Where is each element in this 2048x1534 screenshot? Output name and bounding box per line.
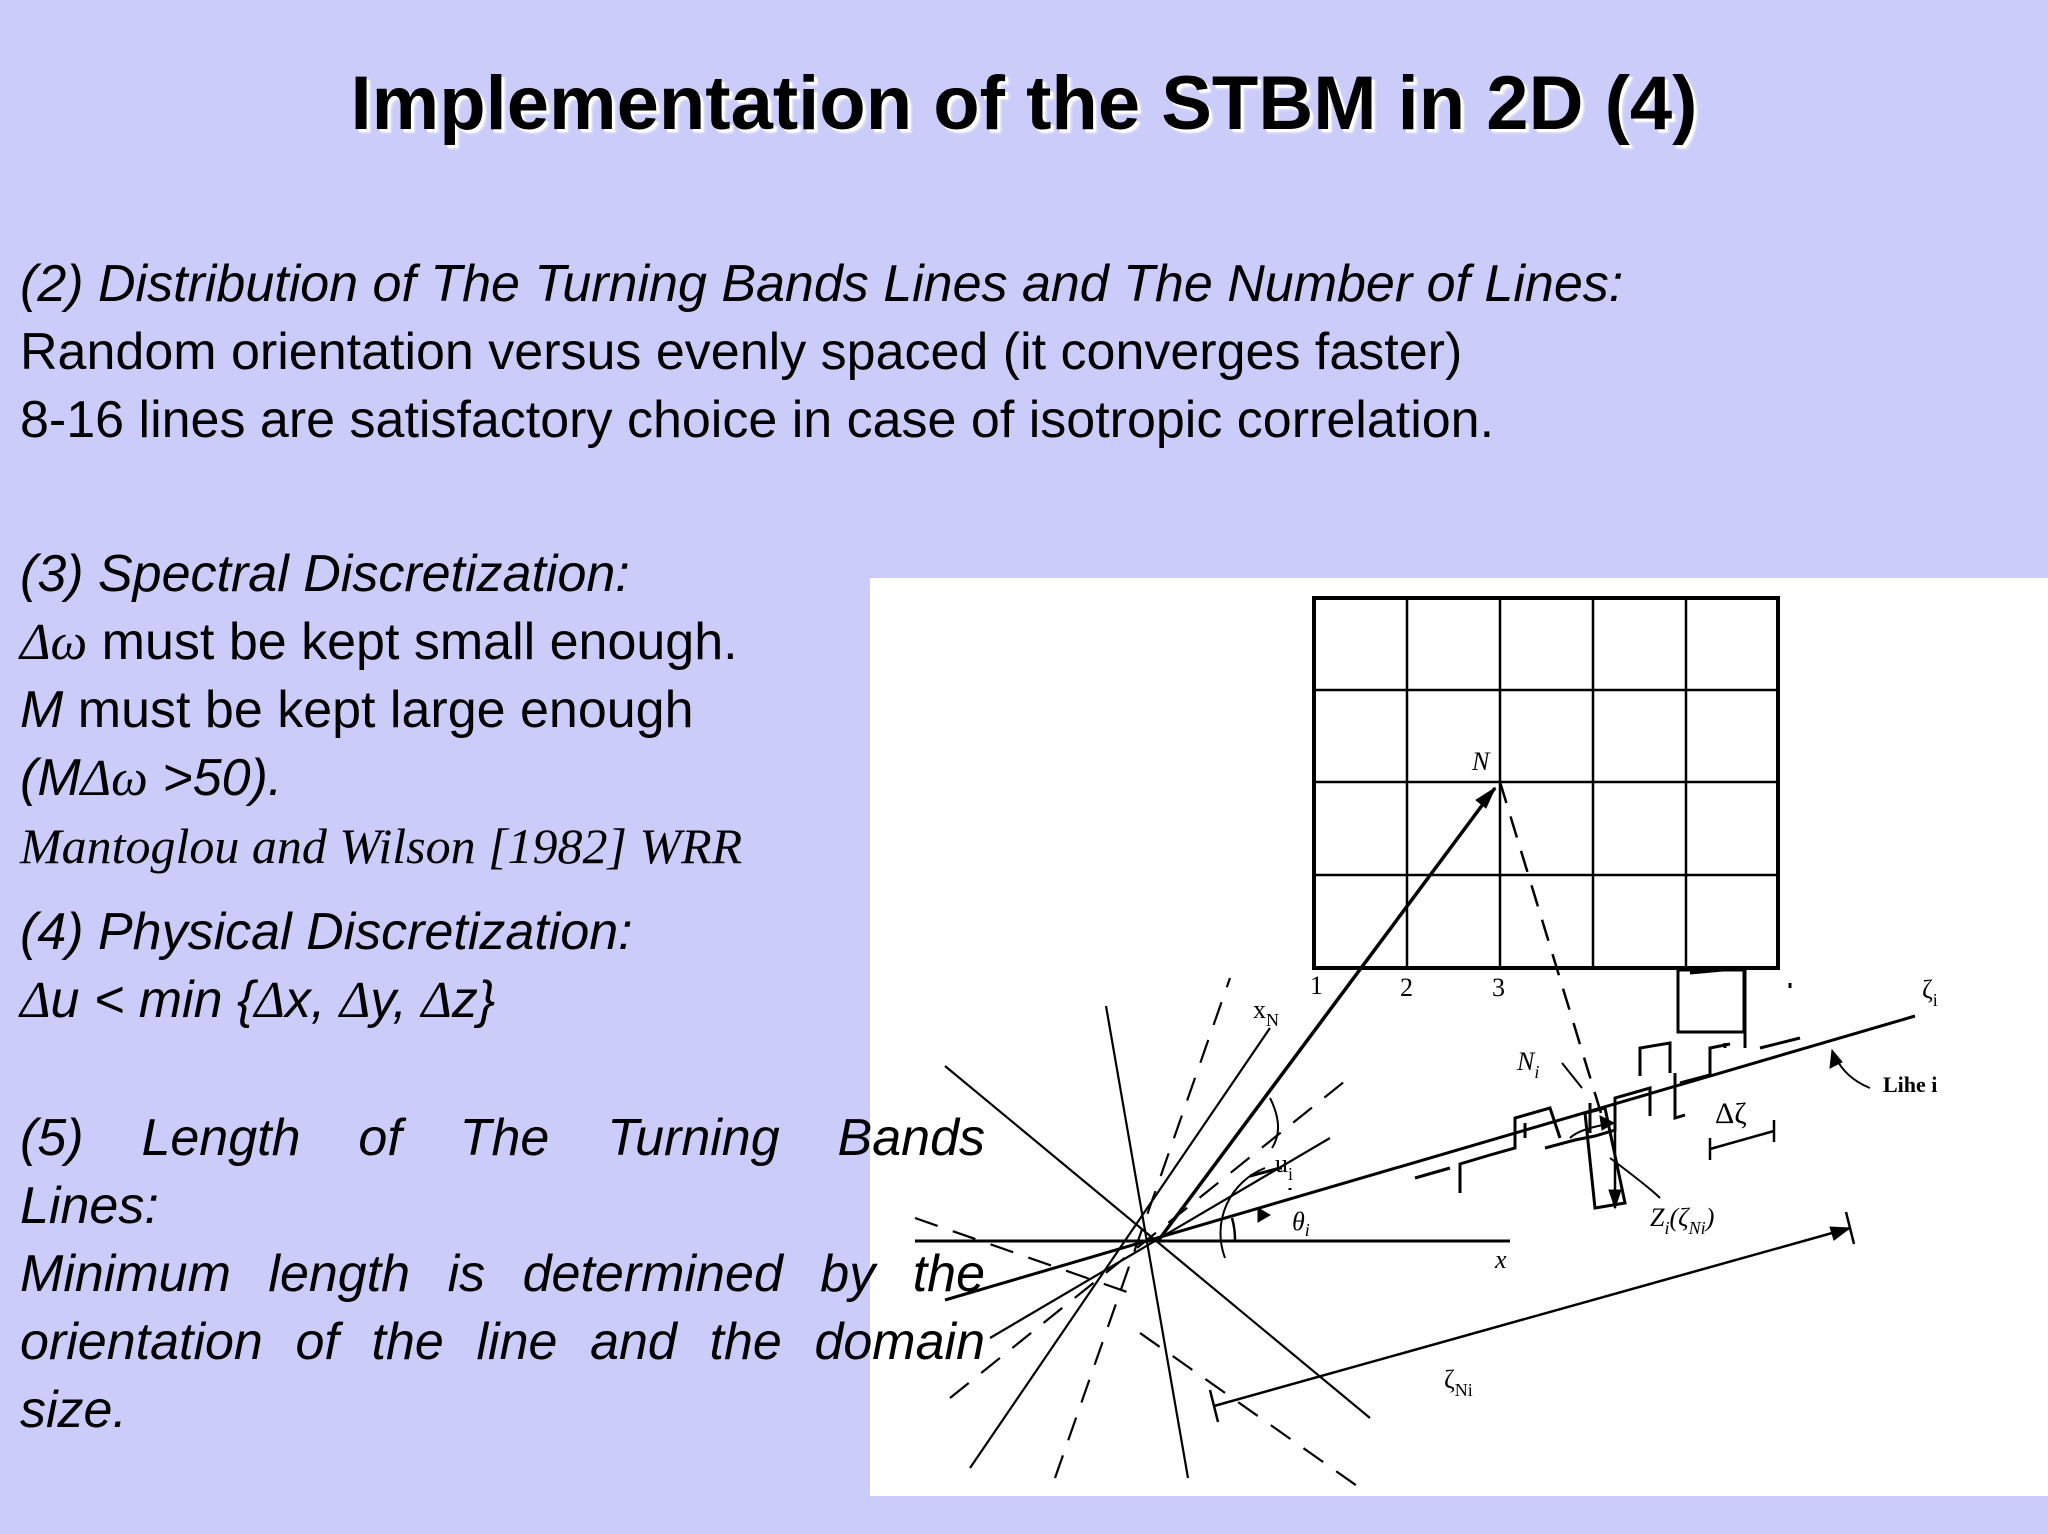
section2-heading: (2) Distribution of The Turning Bands Lines and The Number of Lines:: [20, 255, 1624, 313]
band-function: [1250, 968, 1800, 1193]
delta-omega-symbol: Δω: [20, 614, 88, 671]
label-Zi-arg-sub: Ni: [1688, 1218, 1706, 1238]
slide-title: Implementation of the STBM in 2D (4): [350, 61, 1698, 146]
turning-band-line-i: [945, 1016, 1915, 1300]
label-Ni-main: N: [1517, 1047, 1535, 1076]
label-Zi: [1650, 1203, 1714, 1238]
label-Ni-sub: i: [1534, 1062, 1540, 1082]
section5-line1: (5) Length of The Turning Bands: [20, 1109, 985, 1167]
delta-symbol: Δ: [254, 972, 285, 1029]
section5-line3: Minimum length is determined by the: [20, 1245, 985, 1303]
zeta-ni-dimension: [1214, 1228, 1850, 1406]
formula-u: u < min {: [50, 971, 255, 1029]
delta-omega-symbol-2: Δω: [80, 750, 148, 807]
delta-zeta-marker: [1710, 1131, 1774, 1149]
section3-line2-text: must be kept large enough: [63, 681, 694, 739]
label-xN-sub: N: [1266, 1010, 1279, 1030]
projection-line: [1500, 782, 1604, 1123]
m-symbol: M: [20, 681, 64, 739]
label-zeta-Ni-main: ζ: [1444, 1365, 1455, 1394]
grid-label-3: 3: [1492, 973, 1505, 1002]
section3-line1-text: must be kept small enough.: [87, 613, 738, 671]
label-ui-sub: i: [1288, 1164, 1294, 1184]
label-zeta-i-sub: i: [1932, 990, 1938, 1010]
label-xN-main: x: [1253, 995, 1266, 1024]
section2-line2: 8-16 lines are satisfactory choice in case of isotropic correlation.: [20, 391, 1495, 449]
section3-line3-text: >50).: [147, 749, 283, 807]
label-ui-main: u: [1275, 1149, 1288, 1178]
delta-symbol: Δ: [339, 972, 371, 1029]
section5-line2: Lines:: [20, 1177, 159, 1235]
formula-x: x,: [284, 971, 340, 1029]
section5-line5: size.: [20, 1381, 127, 1439]
label-Zi-arg: (ζ: [1669, 1203, 1689, 1232]
label-Zi-sub: i: [1664, 1218, 1670, 1238]
label-theta-sub: i: [1304, 1220, 1310, 1240]
label-zeta-Ni: [1444, 1365, 1473, 1400]
grid-label-1: 1: [1310, 971, 1323, 1000]
section2-line1: Random orientation versus evenly spaced (it converges faster): [20, 323, 1463, 381]
label-Ni: [1516, 1047, 1539, 1082]
section4-heading: (4) Physical Discretization:: [20, 903, 633, 961]
ni-pointer: [1562, 1063, 1582, 1088]
label-Zi-main: Z: [1650, 1203, 1665, 1232]
grid-lines: [1314, 598, 1778, 968]
label-delta-zeta: Δζ: [1715, 1097, 1747, 1130]
label-theta-main: θ: [1292, 1207, 1305, 1236]
vector-xN: [1158, 788, 1495, 1241]
delta-symbol: Δ: [421, 972, 452, 1029]
vector-arrowhead: [1476, 788, 1495, 808]
open-paren: (: [20, 749, 38, 807]
grid-label-2: 2: [1400, 973, 1413, 1002]
formula-z: z}: [451, 971, 496, 1029]
label-ui: [1275, 1149, 1293, 1184]
section4-formula: [20, 966, 495, 1035]
citation: Mantoglou and Wilson [1982] WRR: [20, 818, 743, 874]
turning-bands-figure: [870, 578, 2048, 1496]
label-x: x: [1495, 1245, 1507, 1274]
theta-arc: [1232, 1218, 1235, 1241]
label-line-i: Lihe i: [1883, 1072, 1938, 1097]
formula-y: y,: [370, 971, 422, 1029]
turning-bands-diagram: [870, 578, 2048, 1496]
label-Zi-close: ): [1705, 1203, 1715, 1232]
theta-arrow: [1258, 1208, 1270, 1222]
m-symbol-2: M: [37, 749, 81, 807]
label-zeta-i: [1922, 975, 1938, 1010]
label-N: N: [1472, 747, 1490, 776]
section3-line2: [20, 676, 694, 744]
section3-line1: [20, 608, 738, 677]
section3-line3: [20, 744, 282, 813]
label-zeta-Ni-sub: Ni: [1454, 1380, 1473, 1400]
section5: [20, 1104, 985, 1444]
label-zeta-i-main: ζ: [1922, 975, 1933, 1004]
section5-line4: orientation of the line and the domain: [20, 1313, 985, 1371]
label-xN: [1253, 995, 1279, 1030]
label-theta: [1292, 1207, 1310, 1240]
section3-heading: (3) Spectral Discretization:: [20, 545, 630, 603]
delta-symbol: Δ: [20, 972, 51, 1029]
